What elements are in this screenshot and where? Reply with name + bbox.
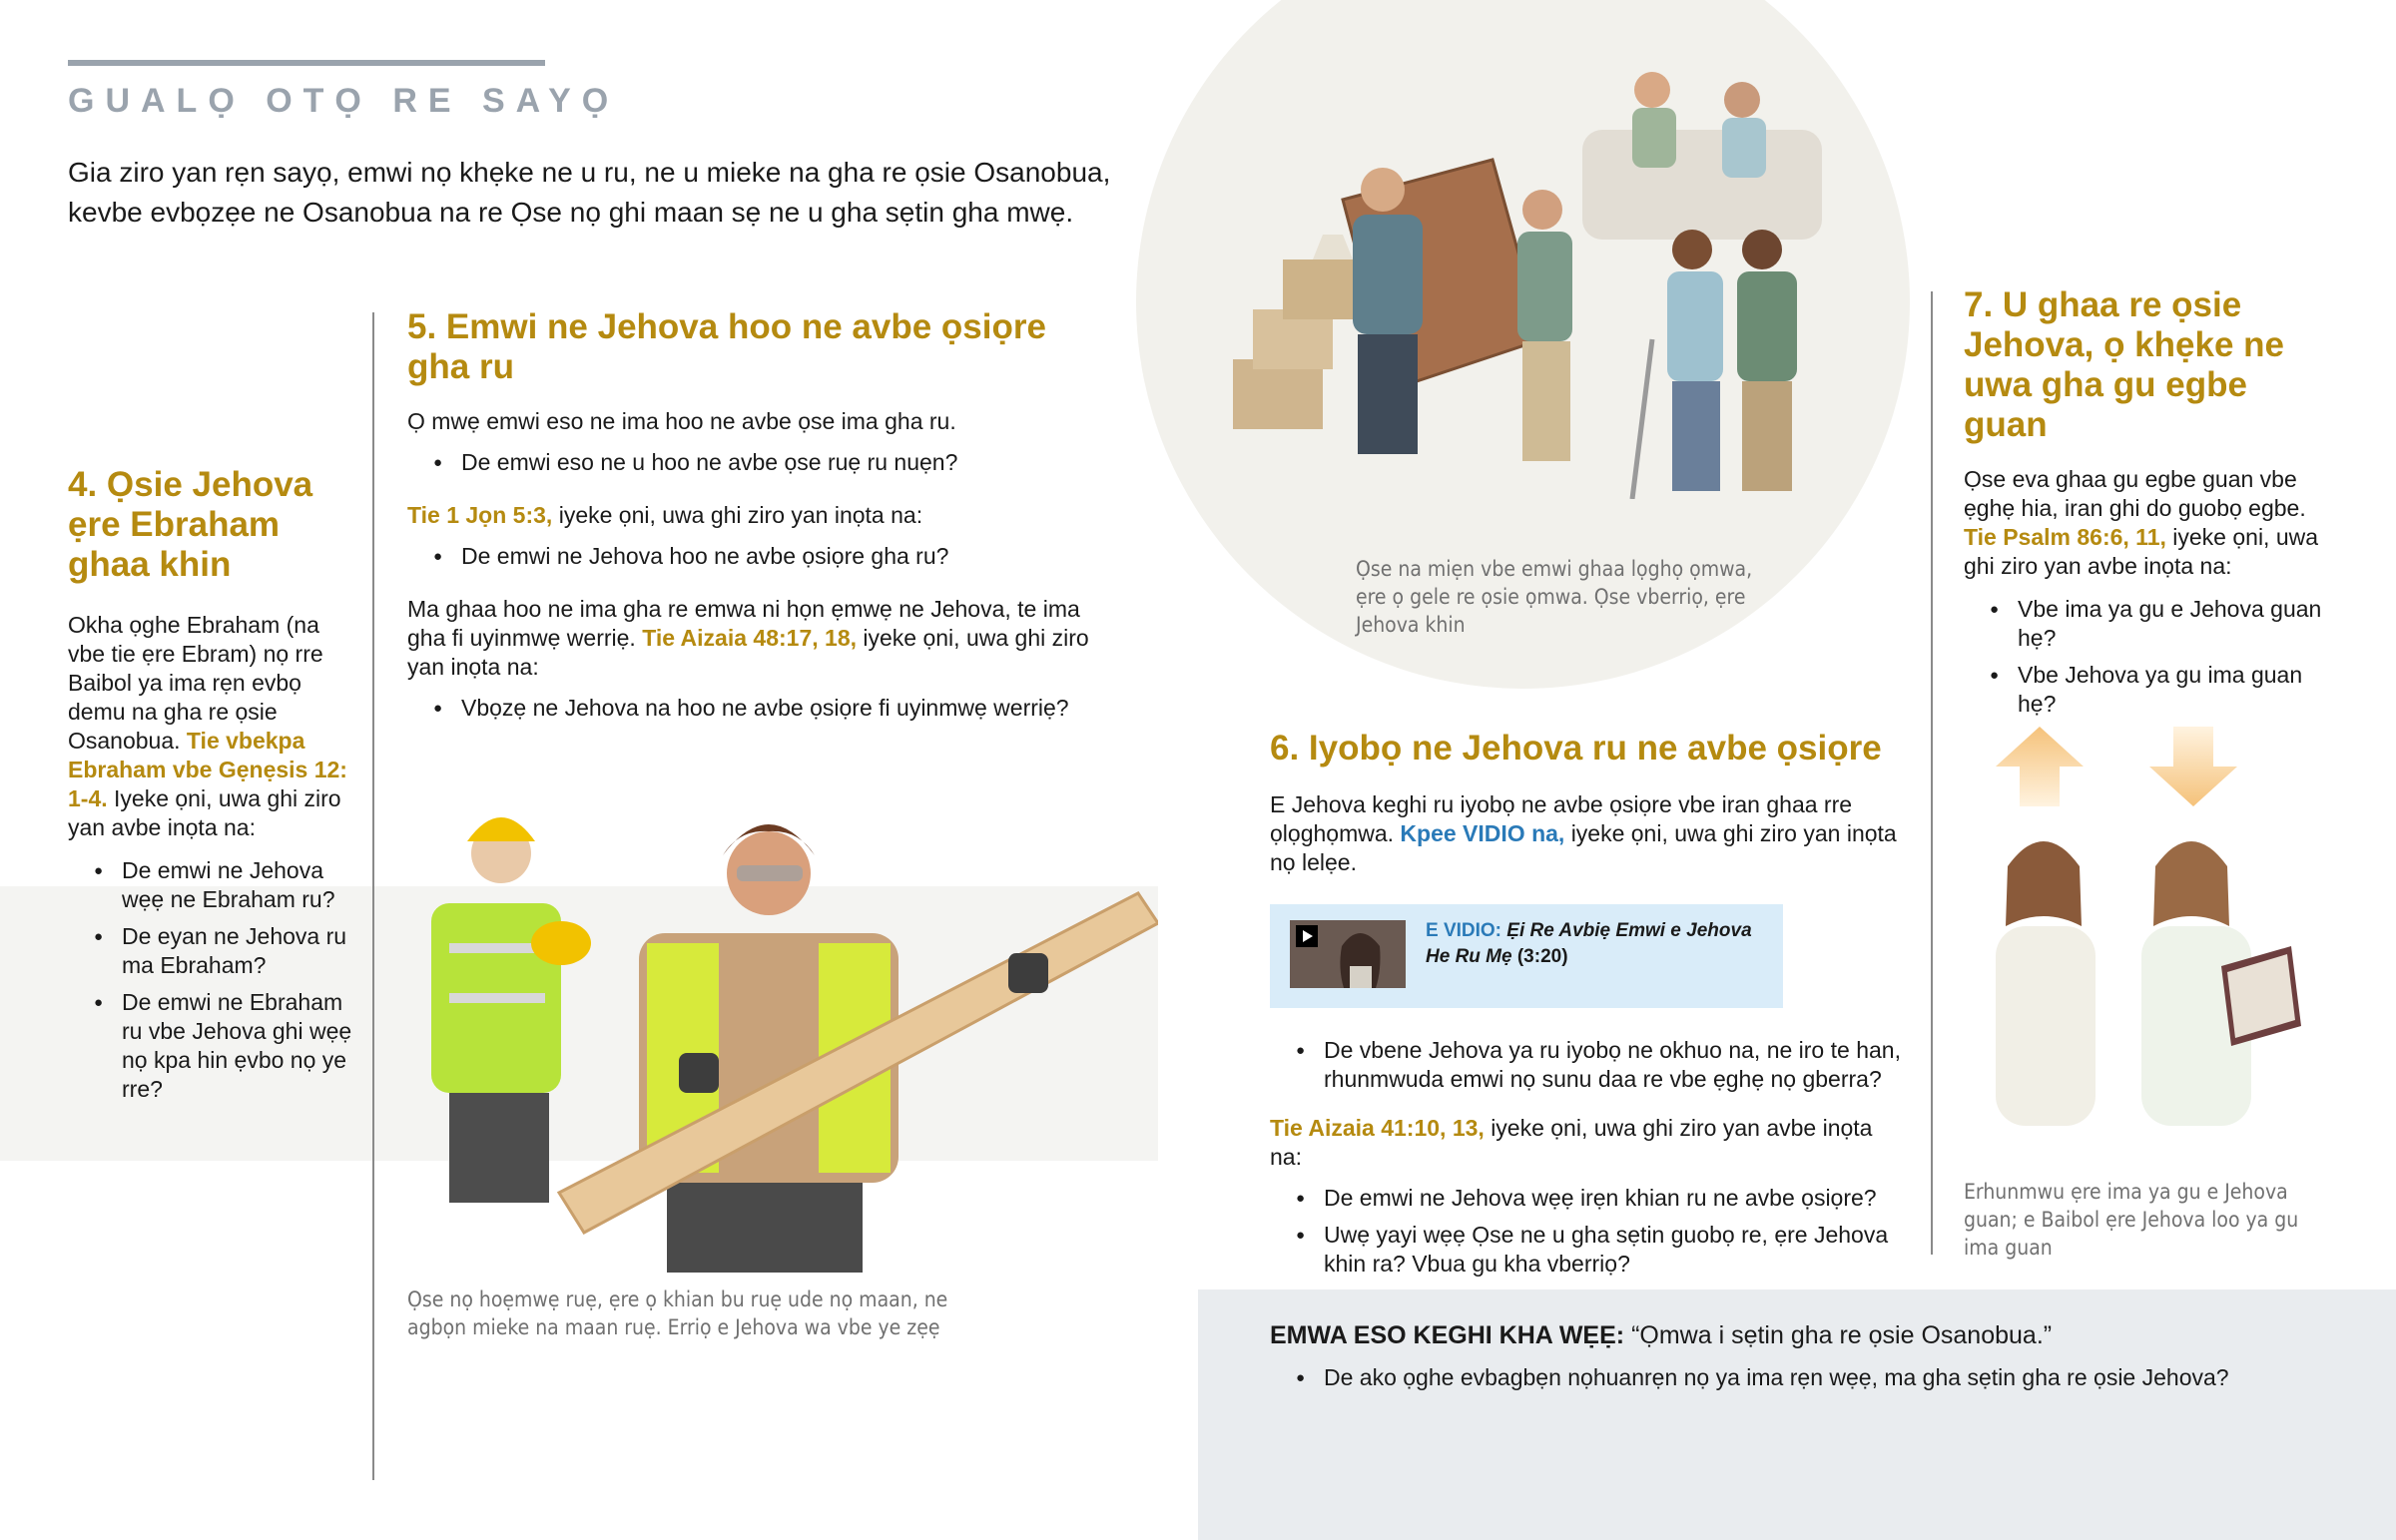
video-title[interactable]: Ẹi Re Avbiẹ Emwi e Jehova He Ru Mẹ — [1426, 920, 1752, 967]
section-6 — [1270, 729, 1909, 877]
section-7-body: Ọse eva ghaa gu egbe guan vbe ẹghẹ hia, iran ghi do guobọ egbe. Tie Psalm 86:6, 11, iyeke ọni, uwa ghi ziro yan avbe inọta na: — [1964, 466, 2319, 579]
list-item: ● De emwi ne Jehova wẹẹ irẹn khian ru ne avbe ọsiọre? — [1294, 1184, 1909, 1213]
list-item: ● Vbe Jehova ya gu ima guan hẹ? — [1988, 661, 2338, 719]
scripture-link-psalm[interactable]: Tie Psalm 86:6, 11, — [1964, 524, 2166, 550]
objection-questions — [1294, 1363, 2372, 1400]
list-item: ● De ako ọghe evbagbẹn nọhuanrẹn nọ ya ima rẹn wẹẹ, ma gha sẹtin gha re ọsie Jehova? — [1294, 1363, 2372, 1392]
scripture-link-isaiah-48[interactable]: Tie Aizaia 48:17, 18, — [642, 625, 857, 651]
objection-line — [1270, 1319, 2368, 1351]
arrow-up-icon — [1996, 727, 2084, 806]
list-item: ● De emwi ne Ebraham ru vbe Jehova ghi wẹẹ nọ kpa hin ẹvbo nọ ye rre? — [92, 988, 357, 1104]
page-kicker: GUALỌ OTỌ RE SAYỌ — [68, 82, 620, 120]
section-6-continued — [1270, 1036, 1909, 1286]
column-divider-right — [1931, 291, 1933, 1255]
scripture-link-isaiah-41[interactable]: Tie Aizaia 41:10, 13, — [1270, 1115, 1485, 1141]
section-4 — [68, 465, 357, 1112]
section-6-body: E Jehova keghi ru iyobọ ne avbe ọsiọre vbe iran ghaa rre ọlọghọmwa. Kpee VIDIO na, iyeke ọni, uwa ghi ziro yan inọta nọ lelẹe. — [1270, 791, 1897, 875]
scripture-link-1-john[interactable]: Tie 1 Jọn 5:3, — [407, 502, 553, 528]
video-caption — [1426, 918, 1765, 970]
video-link[interactable]: Kpee VIDIO na, — [1400, 820, 1565, 846]
workers-caption: Ọse nọ hoẹmwẹ ruẹ, ẹre ọ khian bu ruẹ ude nọ maan, ne agbọn mieke na maan ruẹ. Erriọ e Jehova wa vbe ye zẹẹ — [407, 1287, 948, 1339]
section-6-title: 6. Iyobọ ne Jehova ru ne avbe ọsiọre — [1270, 729, 1882, 768]
list-item: ● De vbene Jehova ya ru iyobọ ne okhuo na, ne iro te han, rhunmwuda emwi nọ sunu daa re vbe ẹghẹ nọ gberra? — [1294, 1036, 1909, 1094]
list-item: ● De emwi ne Jehova hoo ne avbe ọsiọre gha ru? — [431, 542, 1106, 571]
list-item: ● De eyan ne Jehova ru ma Ebraham? — [92, 922, 357, 980]
section-5-ref-line: Tie 1 Jọn 5:3, iyeke ọni, uwa ghi ziro yan inọta na: — [407, 502, 923, 528]
section-5-title: 5. Emwi ne Jehova hoo ne avbe ọsiọre gha ru — [407, 307, 1046, 386]
list-item: ● Uwẹ yayi wẹẹ Ọse ne u gha sẹtin guobọ re, ẹre Jehova khin ra? Vbua gu kha vberriọ? — [1294, 1221, 1909, 1279]
list-item: ● De emwi eso ne u hoo ne avbe ọse ruẹ ru nuẹn? — [431, 448, 1106, 477]
section-4-body: Okha ọghe Ebraham (na vbe tie ẹre Ebram) nọ rre Baibol ya ima rẹn evbọ demu na gha re ọsie Osanobua. Tie vbekpa Ebraham vbe Gẹnẹsis 12: 1-4. Iyeke ọni, uwa ghi ziro yan avbe inọta na: — [68, 612, 347, 840]
prayer-reading-illustration — [1982, 727, 2321, 1146]
section-4-questions — [68, 856, 357, 1104]
video-label: E VIDIO: — [1426, 920, 1502, 941]
video-duration: (3:20) — [1516, 946, 1568, 967]
section-7-caption: Erhunmwu ẹre ima ya gu e Jehova guan; e Baibol ẹre Jehova loo ya gu ima guan — [1964, 1180, 2299, 1260]
play-icon[interactable] — [1296, 925, 1318, 947]
arrow-down-icon — [2149, 727, 2237, 806]
section-7-title: 7. U ghaa re ọsie Jehova, ọ khẹke ne uwa gha gu egbe guan — [1964, 285, 2284, 444]
header-rule — [68, 60, 545, 66]
objection-label: EMWA ESO KEGHI KHA WẸẸ: — [1270, 1321, 1625, 1349]
section-5 — [407, 307, 1106, 731]
workers-illustration — [419, 793, 1158, 1273]
objection-quote: “Ọmwa i sẹtin gha re ọsie Osanobua.” — [1631, 1321, 2053, 1349]
section-5-paragraph: Ma ghaa hoo ne ima gha re emwa ni họn ẹmwẹ ne Jehova, te ima gha fi uyinmwẹ werriẹ. Tie Aizaia 48:17, 18, iyeke ọni, uwa ghi ziro yan inọta na: — [407, 596, 1089, 680]
scripture-link-genesis[interactable]: Tie vbekpa Ebraham vbe Gẹnẹsis 12: 1-4. — [68, 728, 347, 811]
section-7 — [1964, 285, 2338, 727]
section-5-lead: Ọ mwẹ emwi eso ne ima hoo ne avbe ọse ima gha ru. — [407, 408, 956, 434]
section-4-title: 4. Ọsie Jehova ẹre Ebraham ghaa khin — [68, 465, 313, 584]
list-item: ● Vbọzẹ ne Jehova na hoo ne avbe ọsiọre fi uyinmwẹ werriẹ? — [431, 694, 1106, 723]
column-divider-left — [372, 312, 374, 1480]
intro-paragraph: Gia ziro yan rẹn sayọ, emwi nọ khẹke ne u ru, ne u mieke na gha re ọsie Osanobua, kevbe evbọzẹe ne Osanobua na re Ọse nọ ghi maan sẹ ne u gha sẹtin gha mwẹ. — [68, 157, 1111, 228]
friends-helping-illustration — [1223, 60, 1862, 499]
list-item: ● Vbe ima ya gu e Jehova guan hẹ? — [1988, 595, 2338, 653]
section-6-ref-line: Tie Aizaia 41:10, 13, iyeke ọni, uwa ghi ziro yan avbe inọta na: — [1270, 1115, 1873, 1170]
list-item: ● De emwi ne Jehova wẹẹ ne Ebraham ru? — [92, 856, 357, 914]
circle-caption: Ọse na miẹn vbe emwi ghaa lọghọ ọmwa, ẹre ọ gele re ọsie ọmwa. Ọse vberriọ, ẹre Jehova khin — [1356, 557, 1753, 637]
